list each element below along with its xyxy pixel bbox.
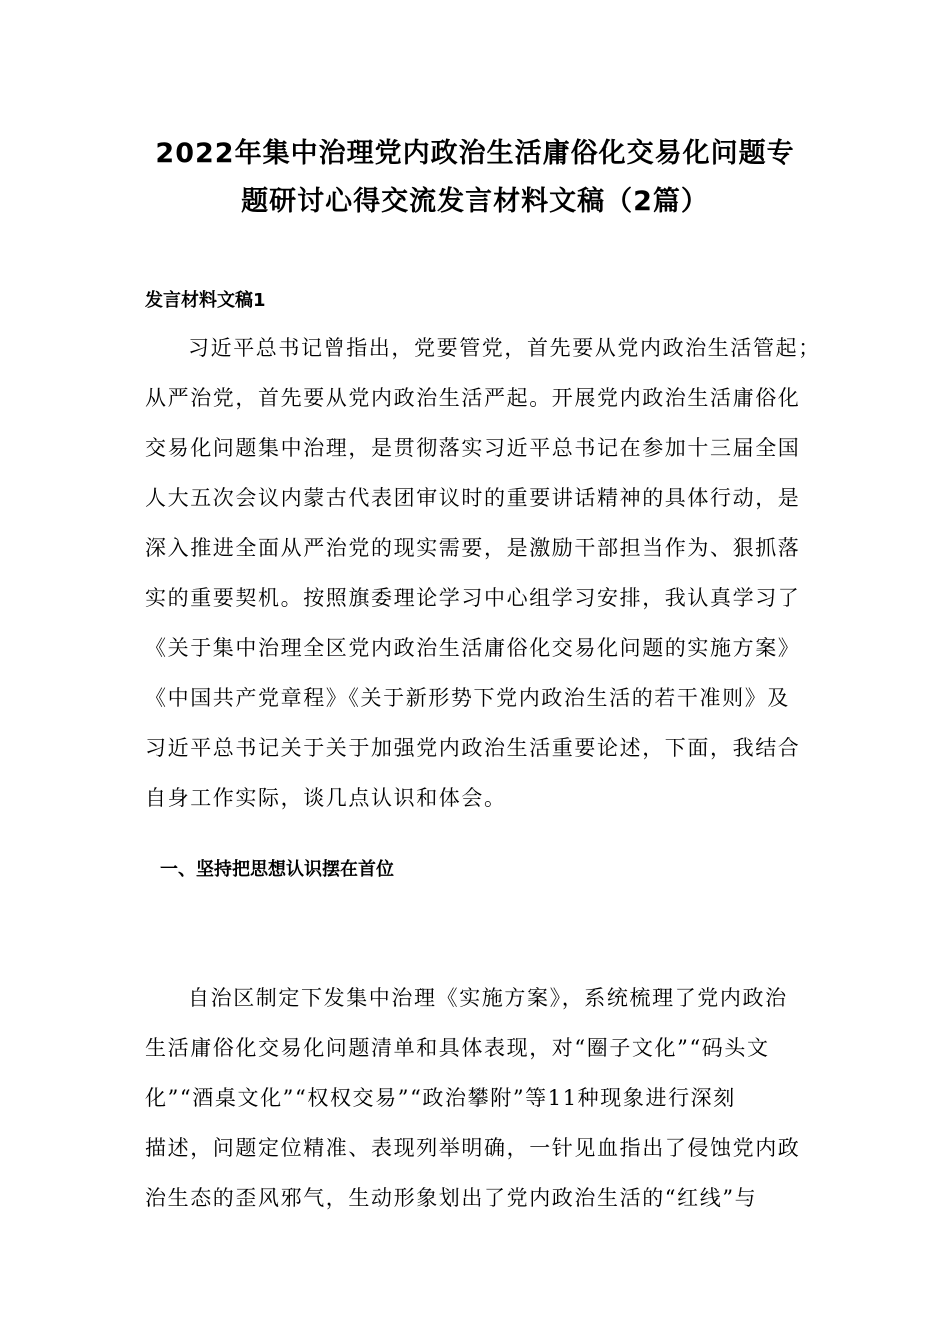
paragraph-1-line: 《关于集中治理全区党内政治生活庸俗化交易化问题的实施方案》	[145, 636, 801, 660]
paragraph-1-line: 习近平总书记关于关于加强党内政治生活重要论述，下面，我结合	[145, 736, 801, 760]
paragraph-2-line: 化”“酒桌文化”“权权交易”“政治攀附”等11种现象进行深刻	[145, 1086, 736, 1110]
paragraph-1-line: 交易化问题集中治理，是贯彻落实习近平总书记在参加十三届全国	[145, 436, 801, 460]
paragraph-2-line: 治生态的歪风邪气，生动形象划出了党内政治生活的“红线”与	[145, 1186, 758, 1210]
paragraph-1-line: 深入推进全面从严治党的现实需要，是激励干部担当作为、狠抓落	[145, 536, 801, 560]
paragraph-1-line: 习近平总书记曾指出，党要管党，首先要从党内政治生活管起；	[188, 336, 821, 360]
paragraph-2-line: 描述，问题定位精准、表现列举明确，一针见血指出了侵蚀党内政	[145, 1136, 801, 1160]
paragraph-2-line: 生活庸俗化交易化问题清单和具体表现，对“圈子文化”“码头文	[145, 1036, 770, 1060]
paragraph-1-line: 自身工作实际，谈几点认识和体会。	[145, 786, 507, 810]
paragraph-1-line: 人大五次会议内蒙古代表团审议时的重要讲话精神的具体行动，是	[145, 486, 801, 510]
heading-1: 一、坚持把思想认识摆在首位	[160, 859, 394, 880]
section-label: 发言材料文稿1	[145, 290, 266, 311]
paragraph-1-line: 《中国共产党章程》《关于新形势下党内政治生活的若干准则》及	[145, 686, 790, 710]
paragraph-1-line: 从严治党，首先要从党内政治生活严起。开展党内政治生活庸俗化	[145, 386, 801, 410]
paragraph-2-line: 自治区制定下发集中治理《实施方案》，系统梳理了党内政治	[188, 986, 788, 1010]
document-title-line-2: 题研讨心得交流发言材料文稿（2篇）	[241, 186, 709, 217]
paragraph-1-line: 实的重要契机。按照旗委理论学习中心组学习安排，我认真学习了	[145, 586, 801, 610]
document-title-line-1: 2022年集中治理党内政治生活庸俗化交易化问题专	[155, 138, 795, 169]
